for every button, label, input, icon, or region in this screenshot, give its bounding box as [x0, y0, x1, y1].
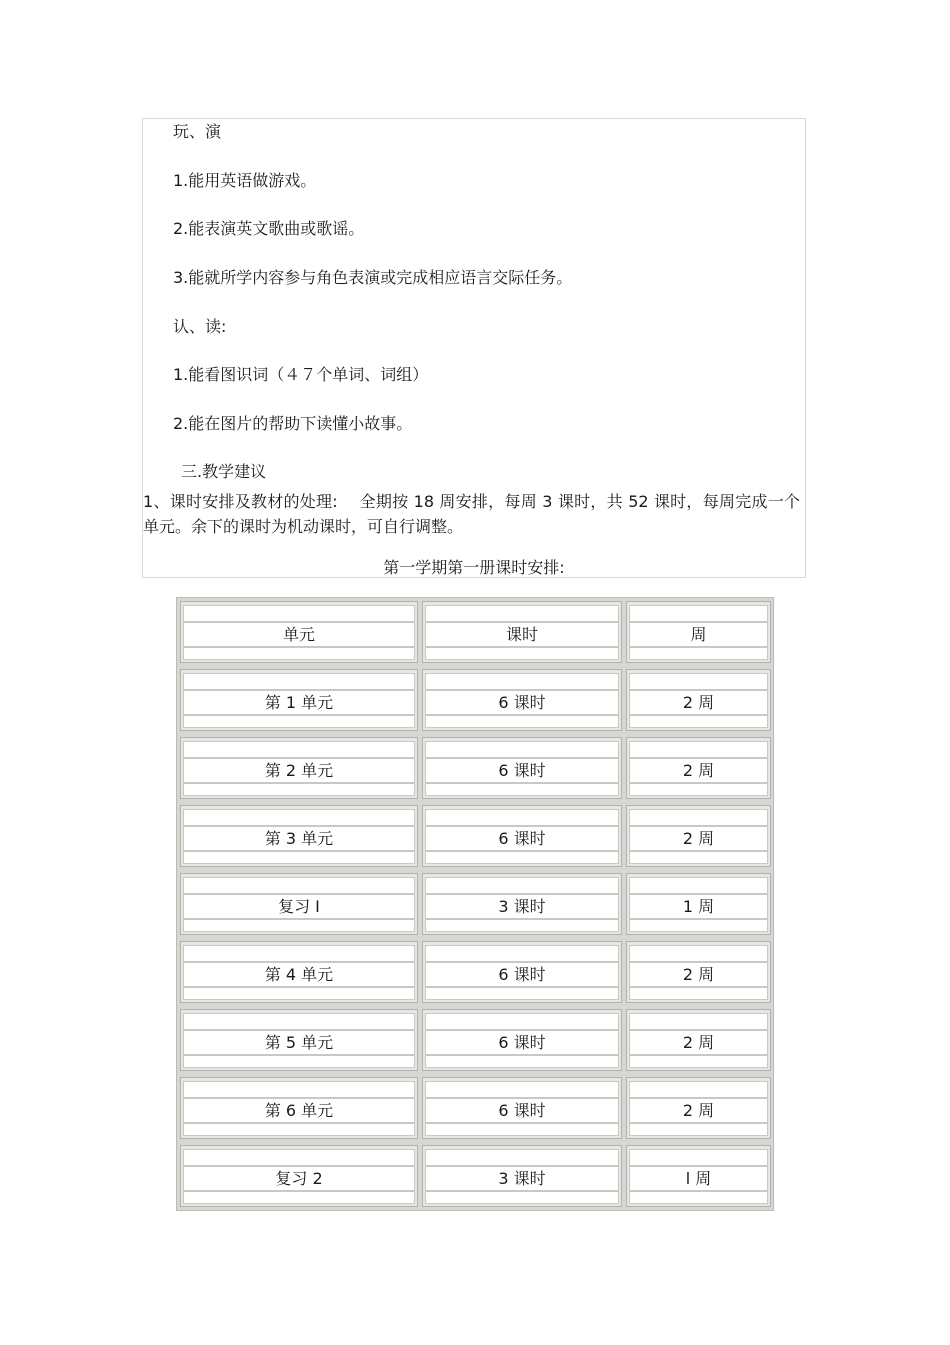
table-row: [177, 1074, 773, 1140]
header-unit: 单元: [183, 622, 415, 647]
table-cell: [626, 941, 771, 1003]
list-item: 1.能用英语做游戏。: [173, 171, 317, 190]
table-cell: [180, 737, 418, 799]
cell-lessons: 3 课时: [425, 894, 619, 919]
table-cell: [626, 669, 771, 731]
list-item: 3.能就所学内容参与角色表演或完成相应语言交际任务。: [173, 268, 573, 287]
table-cell: [626, 1145, 771, 1207]
cell-unit: 第 4 单元: [183, 962, 415, 987]
list-item: 2.能在图片的帮助下读懂小故事。: [173, 414, 413, 433]
cell-weeks: 2 周: [629, 962, 768, 987]
table-cell: [180, 1145, 418, 1207]
cell-lessons: 6 课时: [425, 962, 619, 987]
table-cell: [422, 805, 622, 867]
section-heading: 三.教学建议: [181, 462, 267, 481]
subheading-recognize-read: 认、读:: [173, 317, 227, 336]
cell-unit: 第 1 单元: [183, 690, 415, 715]
cell-unit: 第 6 单元: [183, 1098, 415, 1123]
cell-lessons: 6 课时: [425, 758, 619, 783]
table-cell: [180, 1009, 418, 1071]
table-cell: [422, 1077, 622, 1139]
table-header-cell: [422, 601, 622, 663]
cell-lessons: 6 课时: [425, 826, 619, 851]
table-cell: [422, 669, 622, 731]
table-row: [177, 802, 773, 868]
cell-weeks: 2 周: [629, 826, 768, 851]
cell-lessons: 6 课时: [425, 1098, 619, 1123]
table-row: [177, 666, 773, 732]
table-cell: [422, 1009, 622, 1071]
cell-weeks: 2 周: [629, 1098, 768, 1123]
table-cell: [422, 1145, 622, 1207]
cell-unit: 第 3 单元: [183, 826, 415, 851]
table-header-row: [177, 598, 773, 664]
table-cell: [626, 873, 771, 935]
cell-lessons: 6 课时: [425, 690, 619, 715]
table-cell: [422, 737, 622, 799]
table-row: [177, 870, 773, 936]
header-weeks: 周: [629, 622, 768, 647]
table-cell: [626, 805, 771, 867]
cell-lessons: 3 课时: [425, 1166, 619, 1191]
cell-weeks: 1 周: [629, 894, 768, 919]
cell-unit: 第 2 单元: [183, 758, 415, 783]
cell-weeks: 2 周: [629, 758, 768, 783]
cell-weeks: 2 周: [629, 690, 768, 715]
table-caption: 第一学期第一册课时安排:: [383, 558, 565, 577]
cell-unit: 复习 2: [183, 1166, 415, 1191]
cell-weeks: 2 周: [629, 1030, 768, 1055]
schedule-paragraph: 1、课时安排及教材的处理: 全期按 18 周安排，每周 3 课时，共 52 课时，每周完成一个单元。余下的课时为机动课时，可自行调整。: [143, 492, 800, 536]
table-header-cell: [180, 601, 418, 663]
table-cell: [180, 941, 418, 1003]
table-row: [177, 734, 773, 800]
table-cell: [180, 1077, 418, 1139]
list-item: 1.能看图识词（４７个单词、词组）: [173, 365, 429, 384]
cell-lessons: 6 课时: [425, 1030, 619, 1055]
header-lessons: 课时: [425, 622, 619, 647]
table-row: [177, 938, 773, 1004]
table-cell: [180, 669, 418, 731]
table-cell: [626, 1077, 771, 1139]
table-cell: [180, 873, 418, 935]
table-cell: [626, 1009, 771, 1071]
table-cell: [180, 805, 418, 867]
cell-unit: 复习 I: [183, 894, 415, 919]
cell-unit: 第 5 单元: [183, 1030, 415, 1055]
table-cell: [626, 737, 771, 799]
subheading-play-act: 玩、演: [173, 122, 222, 141]
table-cell: [422, 941, 622, 1003]
list-item: 2.能表演英文歌曲或歌谣。: [173, 219, 365, 238]
table-cell: [422, 873, 622, 935]
cell-weeks: l 周: [629, 1166, 768, 1191]
table-row: [177, 1142, 773, 1208]
table-header-cell: [626, 601, 771, 663]
schedule-table: [176, 597, 774, 1211]
table-row: [177, 1006, 773, 1072]
